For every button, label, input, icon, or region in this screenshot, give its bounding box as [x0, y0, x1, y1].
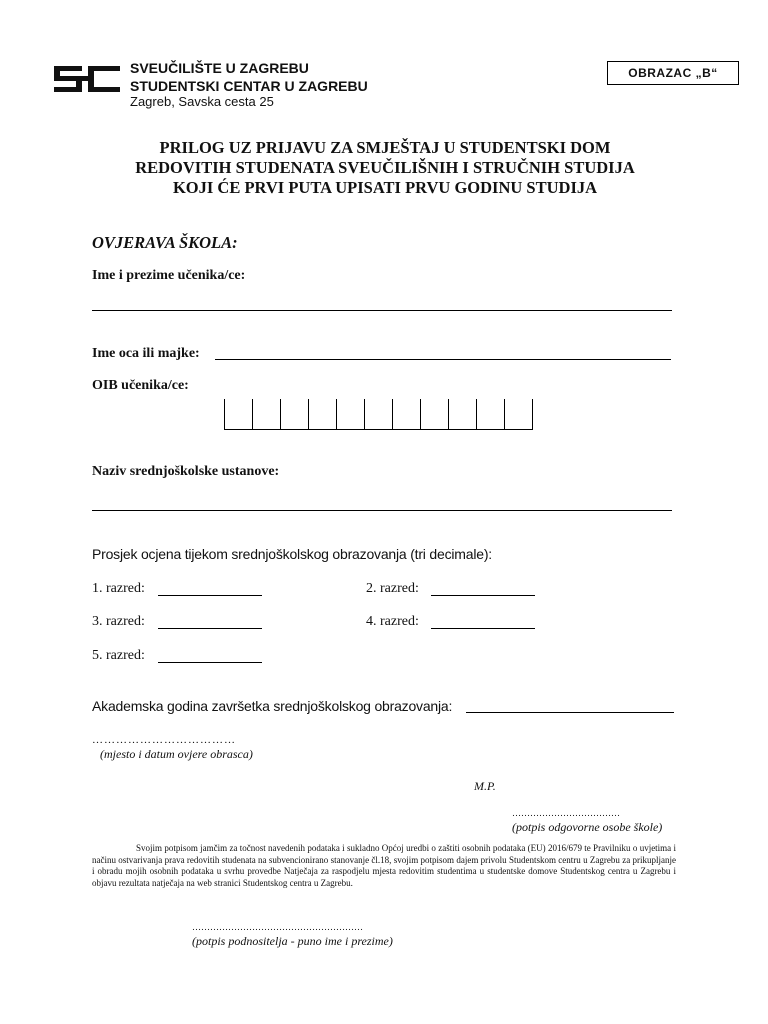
oib-digit-cell[interactable]: [449, 399, 477, 429]
oib-digit-cell[interactable]: [477, 399, 505, 429]
grades-intro: Prosjek ocjena tijekom srednjoškolskog obrazovanja (tri decimale):: [92, 546, 492, 562]
student-name-field[interactable]: [92, 310, 672, 311]
parent-name-field[interactable]: [215, 359, 671, 360]
oib-digit-cell[interactable]: [253, 399, 281, 429]
oib-digit-cell[interactable]: [505, 399, 533, 429]
oib-digit-cell[interactable]: [281, 399, 309, 429]
student-name-label: Ime i prezime učenika/ce:: [92, 268, 246, 283]
oib-label: OIB učenika/ce:: [92, 378, 189, 393]
academic-year-field[interactable]: [466, 712, 674, 713]
title-line-1: PRILOG UZ PRIJAVU ZA SMJEŠTAJ U STUDENTSKI DOM: [159, 138, 611, 157]
oib-digit-cell[interactable]: [337, 399, 365, 429]
applicant-signature-caption: (potpis podnositelja - puno ime i prezime): [192, 934, 393, 948]
institution-name-1: SVEUČILIŠTE U ZAGREBU: [130, 60, 309, 76]
academic-year-label: Akademska godina završetka srednjoškolskog obrazovanja:: [92, 698, 453, 714]
declaration-text: [92, 843, 676, 889]
grade-3-field[interactable]: [158, 628, 262, 629]
grade-1-label: 1. razred:: [92, 581, 145, 596]
form-label-box: OBRAZAC „B“: [607, 61, 739, 85]
place-date-dots[interactable]: ………………………………: [92, 734, 236, 746]
oib-digit-cell[interactable]: [309, 399, 337, 429]
oib-digit-cell[interactable]: [365, 399, 393, 429]
school-signature-caption: (potpis odgovorne osobe škole): [512, 820, 663, 834]
grade-3-label: 3. razred:: [92, 614, 145, 629]
school-name-field[interactable]: [92, 510, 672, 511]
grade-5-field[interactable]: [158, 662, 262, 663]
oib-digit-cell[interactable]: [225, 399, 253, 429]
institution-address: Zagreb, Savska cesta 25: [130, 94, 274, 109]
title-line-3: KOJI ĆE PRVI PUTA UPISATI PRVU GODINU STUDIJA: [172, 178, 598, 197]
institution-name-2: STUDENTSKI CENTAR U ZAGREBU: [130, 78, 368, 94]
title-line-2: REDOVITIH STUDENATA SVEUČILIŠNIH I STRUČNIH STUDIJA: [135, 158, 635, 177]
grade-2-field[interactable]: [431, 595, 535, 596]
section-heading: OVJERAVA ŠKOLA:: [92, 233, 238, 252]
sc-logo: [52, 63, 122, 95]
school-signature-dots[interactable]: ………………………………: [512, 808, 620, 818]
school-name-label: Naziv srednjoškolske ustanove:: [92, 464, 280, 479]
stamp-label: M.P.: [474, 779, 496, 793]
applicant-signature-dots[interactable]: …………………………………………………: [192, 922, 363, 932]
grade-2-label: 2. razred:: [366, 581, 419, 596]
grade-1-field[interactable]: [158, 595, 262, 596]
place-date-caption: (mjesto i datum ovjere obrasca): [100, 747, 253, 761]
grade-5-label: 5. razred:: [92, 648, 145, 663]
parent-name-label: Ime oca ili majke:: [92, 346, 200, 361]
oib-boxes[interactable]: [224, 399, 533, 430]
oib-digit-cell[interactable]: [421, 399, 449, 429]
grade-4-label: 4. razred:: [366, 614, 419, 629]
grade-4-field[interactable]: [431, 628, 535, 629]
oib-digit-cell[interactable]: [393, 399, 421, 429]
declaration-paragraph: Svojim potpisom jamčim za točnost navedenih podataka i sukladno Općoj uredbi o zaštiti osobnih podataka (EU) 2016/679 te Pravilniku o uvjetima i načinu ostvarivanja prava redovitih studenata na subvencionirano stanovanje čl.18, svojim potpisom dajem privolu Studentskom centru u Zagrebu za prikupljanje i obradu mojih osobnih podataka u svrhu provedbe Natječaja za raspodjelu mjesta redovitim studentima u studentske domove Studentskog centra u Zagrebu i objavu rezultata natječaja na web stranici Studentskog centra u Zagrebu.: [92, 843, 676, 888]
